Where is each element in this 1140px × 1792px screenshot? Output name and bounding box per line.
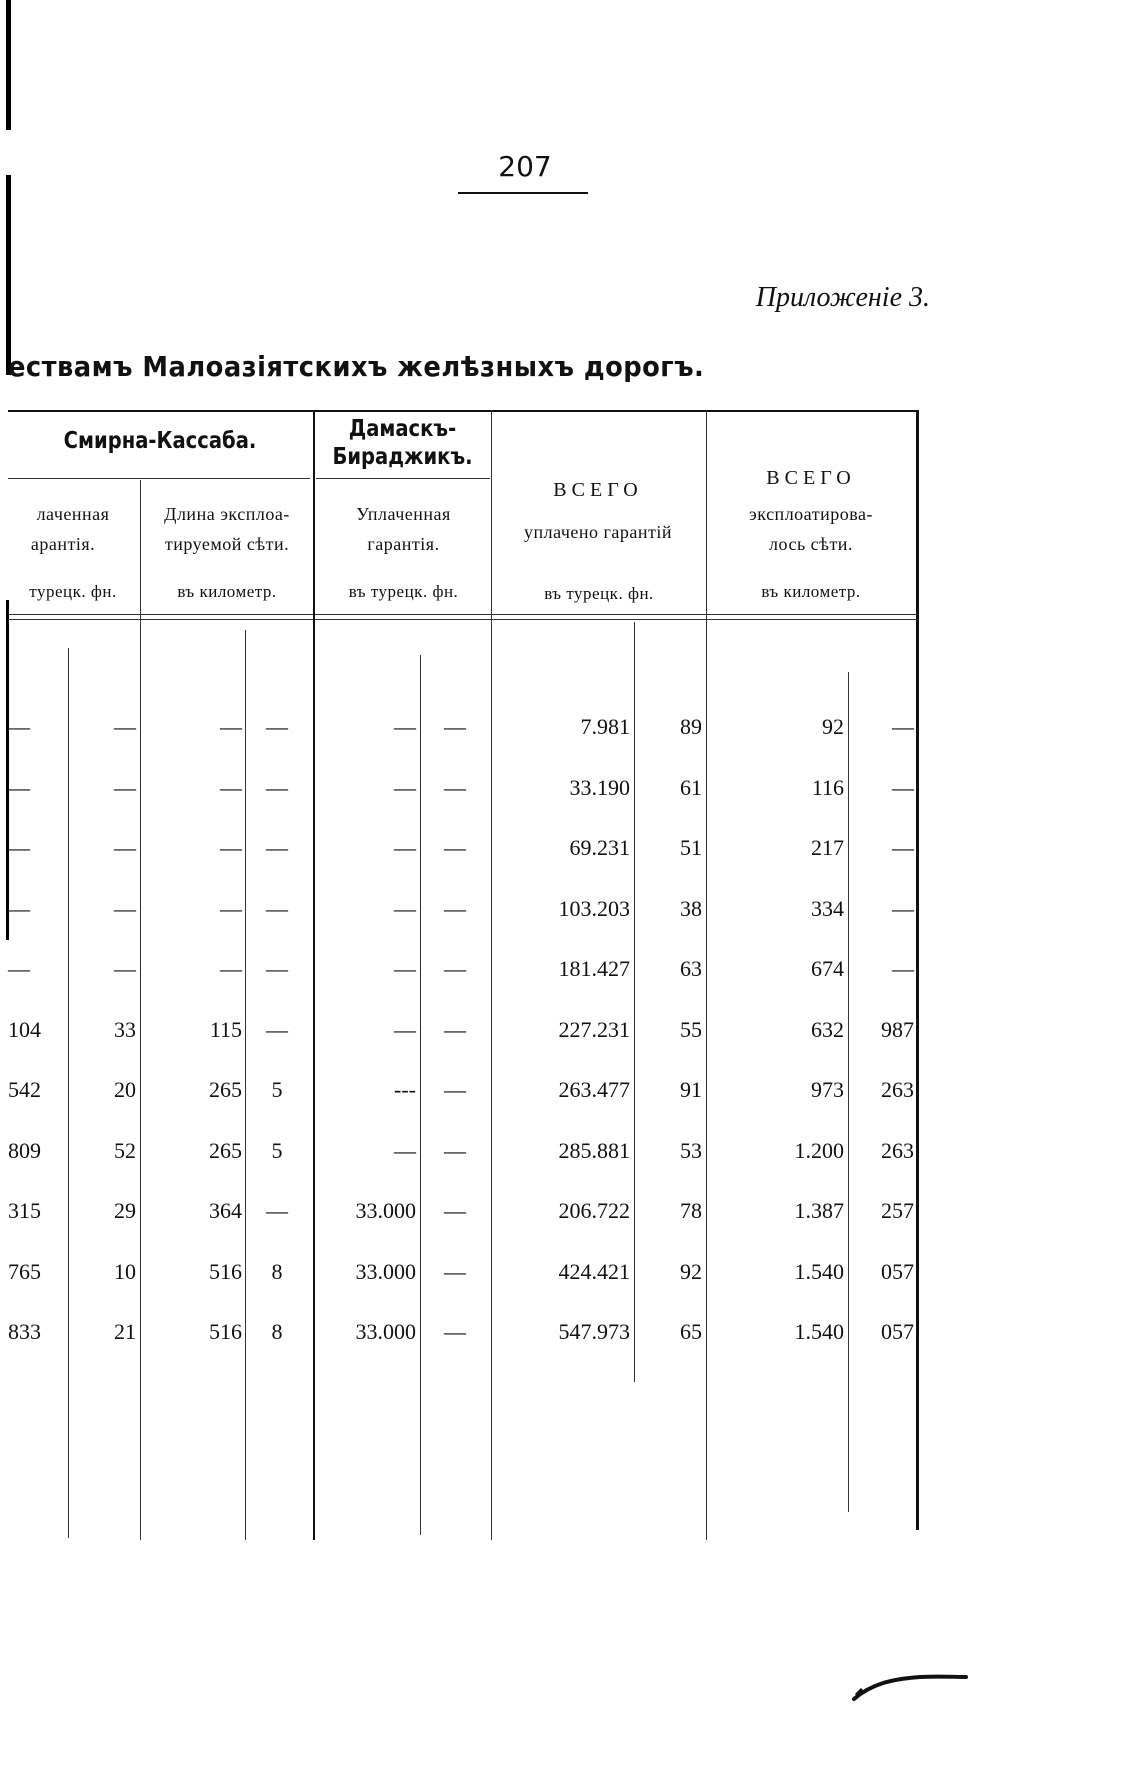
cell-smyrna-length-fraction: —	[266, 774, 288, 800]
cell-smyrna-paid-fn: 104	[8, 1016, 41, 1042]
cell-total-km-fraction: 263	[881, 1137, 914, 1163]
cell-damascus-paid-fn: —	[394, 714, 416, 739]
cell-total-km: 1.387	[794, 1198, 844, 1223]
subcol-sep	[245, 630, 246, 1540]
subheader-damascus-paid-1: Уплаченная	[356, 504, 451, 524]
cell-smyrna-length-km: —	[220, 714, 242, 739]
cell-damascus-paid-fraction: —	[444, 774, 466, 800]
cell-damascus-paid-fraction: —	[444, 956, 466, 981]
cell-smyrna-paid-fraction: —	[114, 956, 136, 981]
cell-damascus-paid-fn: —	[394, 1016, 416, 1042]
cell-smyrna-length-fraction: —	[266, 895, 288, 921]
col-sep-group	[491, 410, 492, 1540]
cell-total-km-fraction: —	[892, 895, 914, 921]
cell-smyrna-paid-fraction: —	[114, 835, 136, 860]
cell-total-km: 1.540	[794, 1258, 844, 1284]
cell-smyrna-paid-fraction: 29	[114, 1198, 136, 1223]
cell-smyrna-paid-fn: 765	[8, 1258, 41, 1284]
cell-damascus-paid-fn: 33.000	[355, 1319, 416, 1344]
cell-total-paid-fn: 181.427	[558, 956, 630, 981]
cell-smyrna-paid-fraction: 21	[114, 1319, 136, 1344]
cell-total-km-fraction: 263	[881, 1077, 914, 1102]
subheader-smyrna-length-1: Длина эксплоа-	[164, 504, 290, 524]
header-rule-smyrna	[8, 478, 310, 479]
ink-flourish	[850, 1665, 970, 1705]
col-sep-group	[706, 410, 707, 1540]
cell-total-km: 1.540	[794, 1319, 844, 1344]
cell-smyrna-paid-fraction: —	[114, 895, 136, 921]
cell-smyrna-length-km: —	[220, 835, 242, 860]
subcol-sep	[420, 655, 421, 1535]
col-sep	[140, 480, 141, 1540]
cell-damascus-paid-fn: 33.000	[355, 1198, 416, 1223]
cell-total-paid-fraction: 92	[680, 1258, 702, 1284]
cell-smyrna-length-km: 516	[209, 1319, 242, 1344]
unit-total-km: въ километр.	[761, 582, 861, 601]
cell-damascus-paid-fraction: —	[444, 1198, 466, 1223]
group-header-damascus-2: Бираджикъ.	[332, 444, 473, 470]
cell-smyrna-length-fraction: 5	[271, 1137, 283, 1163]
cell-total-paid-fn: 547.973	[558, 1319, 630, 1344]
cell-total-km: 334	[811, 895, 844, 921]
cell-total-km-fraction: —	[892, 714, 914, 739]
cell-smyrna-paid-fraction: —	[114, 714, 136, 739]
cell-total-km: 1.200	[794, 1137, 844, 1163]
cell-smyrna-paid-fn: —	[8, 714, 30, 739]
group-header-total-km-sub1: эксплоатирова-	[749, 504, 873, 524]
cell-total-paid-fn: 69.231	[569, 835, 630, 860]
cell-total-km-fraction: 257	[881, 1198, 914, 1223]
cell-total-paid-fraction: 51	[680, 835, 702, 860]
cell-total-km: 116	[811, 774, 844, 800]
group-header-damascus-1: Дамаскъ-	[348, 416, 457, 442]
cell-total-km-fraction: —	[892, 956, 914, 981]
unit-smyrna-paid: турецк. фн.	[29, 582, 117, 601]
cell-total-paid-fraction: 89	[680, 714, 702, 739]
group-header-total-paid: ВСЕГО	[553, 479, 643, 501]
subcol-sep	[634, 622, 635, 1382]
cell-smyrna-length-km: 115	[209, 1016, 242, 1042]
cell-total-paid-fn: 285.881	[558, 1137, 630, 1163]
cell-total-paid-fraction: 78	[680, 1198, 702, 1223]
cell-total-paid-fraction: 38	[680, 895, 702, 921]
unit-damascus-paid: въ турецк. фн.	[348, 582, 459, 601]
cell-smyrna-length-km: —	[220, 774, 242, 800]
cell-smyrna-length-fraction: —	[266, 1198, 288, 1223]
cell-damascus-paid-fraction: —	[444, 1258, 466, 1284]
cell-damascus-paid-fn: —	[394, 1137, 416, 1163]
page-heading: ествамъ Малоазіятскихъ желѣзныхъ дорогъ.	[8, 350, 705, 383]
subheader-smyrna-length-2: тируемой сѣти.	[164, 534, 290, 554]
cell-smyrna-paid-fraction: 10	[114, 1258, 136, 1284]
cell-smyrna-paid-fn: —	[8, 835, 30, 860]
cell-smyrna-paid-fn: 809	[8, 1137, 41, 1163]
subheader-smyrna-paid-1: лаченная	[36, 504, 110, 524]
table-top-rule	[8, 410, 918, 412]
scan-edge-mark	[6, 175, 11, 375]
cell-smyrna-length-km: 364	[209, 1198, 242, 1223]
scan-edge-mark	[6, 600, 9, 940]
cell-damascus-paid-fraction: —	[444, 1319, 466, 1344]
header-rule-damascus	[316, 478, 490, 479]
cell-damascus-paid-fn: —	[394, 774, 416, 800]
cell-total-paid-fn: 227.231	[558, 1016, 630, 1042]
cell-smyrna-length-km: 265	[209, 1137, 242, 1163]
cell-damascus-paid-fraction: —	[444, 895, 466, 921]
cell-total-km-fraction: —	[892, 774, 914, 800]
group-header-total-km-sub2: лось сѣти.	[769, 534, 853, 554]
cell-smyrna-length-km: —	[220, 895, 242, 921]
cell-damascus-paid-fn: ---	[394, 1077, 416, 1102]
cell-smyrna-paid-fn: 315	[8, 1198, 41, 1223]
cell-total-km: 674	[811, 956, 844, 981]
cell-smyrna-length-fraction: —	[266, 956, 288, 981]
cell-damascus-paid-fn: 33.000	[355, 1258, 416, 1284]
cell-damascus-paid-fn: —	[394, 895, 416, 921]
cell-damascus-paid-fraction: —	[444, 1077, 466, 1102]
cell-total-km: 632	[811, 1016, 844, 1042]
cell-damascus-paid-fraction: —	[444, 835, 466, 860]
page-number: 207	[498, 150, 552, 183]
cell-smyrna-length-km: —	[220, 956, 242, 981]
cell-total-paid-fraction: 63	[680, 956, 702, 981]
cell-smyrna-length-fraction: —	[266, 1016, 288, 1042]
scan-edge-mark	[6, 0, 11, 130]
cell-smyrna-length-fraction: 5	[271, 1077, 283, 1102]
subheader-smyrna-paid-2: арантія.	[30, 534, 96, 554]
cell-smyrna-length-fraction: 8	[271, 1319, 283, 1344]
cell-total-paid-fn: 33.190	[569, 774, 630, 800]
cell-smyrna-paid-fn: —	[8, 895, 30, 921]
page-number-rule	[458, 192, 588, 194]
subcol-sep	[848, 672, 849, 1512]
cell-total-km-fraction: 057	[881, 1258, 914, 1284]
cell-total-km: 92	[822, 714, 844, 739]
cell-smyrna-paid-fn: 833	[8, 1319, 41, 1344]
cell-smyrna-length-km: 265	[209, 1077, 242, 1102]
cell-smyrna-length-km: 516	[209, 1258, 242, 1284]
cell-total-km-fraction: —	[892, 835, 914, 860]
cell-damascus-paid-fn: —	[394, 835, 416, 860]
cell-smyrna-paid-fn: 542	[8, 1077, 41, 1102]
group-header-smyrna: Смирна-Кассаба.	[63, 428, 257, 454]
header-bottom-rule	[8, 614, 918, 615]
subheader-damascus-paid-2: гарантія.	[367, 534, 440, 554]
cell-total-paid-fn: 263.477	[558, 1077, 630, 1102]
cell-total-paid-fn: 206.722	[558, 1198, 630, 1223]
appendix-label: Приложеніе 3.	[755, 282, 930, 313]
cell-damascus-paid-fraction: —	[444, 1016, 466, 1042]
unit-total-paid: въ турецк. фн.	[544, 584, 654, 603]
cell-total-km-fraction: 057	[881, 1319, 914, 1344]
cell-total-paid-fn: 424.421	[558, 1258, 630, 1284]
cell-total-paid-fraction: 53	[680, 1137, 702, 1163]
header-bottom-rule-2	[8, 619, 918, 620]
cell-damascus-paid-fraction: —	[444, 1137, 466, 1163]
cell-total-km: 217	[811, 835, 844, 860]
cell-smyrna-paid-fn: —	[8, 774, 30, 800]
col-sep-group	[313, 410, 315, 1540]
cell-total-paid-fn: 7.981	[580, 714, 630, 739]
cell-total-km: 973	[811, 1077, 844, 1102]
cell-smyrna-paid-fraction: 33	[114, 1016, 136, 1042]
cell-total-km-fraction: 987	[881, 1016, 914, 1042]
cell-total-paid-fraction: 61	[680, 774, 702, 800]
cell-smyrna-length-fraction: —	[266, 714, 288, 739]
cell-smyrna-length-fraction: —	[266, 835, 288, 860]
cell-smyrna-paid-fraction: 52	[114, 1137, 136, 1163]
cell-smyrna-paid-fn: —	[8, 956, 30, 981]
cell-smyrna-paid-fraction: 20	[114, 1077, 136, 1102]
cell-smyrna-paid-fraction: —	[114, 774, 136, 800]
subcol-sep	[68, 648, 69, 1538]
cell-damascus-paid-fn: —	[394, 956, 416, 981]
cell-total-paid-fraction: 55	[680, 1016, 702, 1042]
cell-damascus-paid-fraction: —	[444, 714, 466, 739]
cell-total-paid-fraction: 91	[680, 1077, 702, 1102]
group-header-total-paid-sub: уплачено гарантій	[523, 522, 673, 542]
cell-total-paid-fraction: 65	[680, 1319, 702, 1344]
cell-total-paid-fn: 103.203	[558, 895, 630, 921]
cell-smyrna-length-fraction: 8	[271, 1258, 283, 1284]
table-right-border	[916, 410, 919, 1530]
group-header-total-km: ВСЕГО	[766, 467, 856, 489]
unit-smyrna-length: въ километр.	[177, 582, 277, 601]
